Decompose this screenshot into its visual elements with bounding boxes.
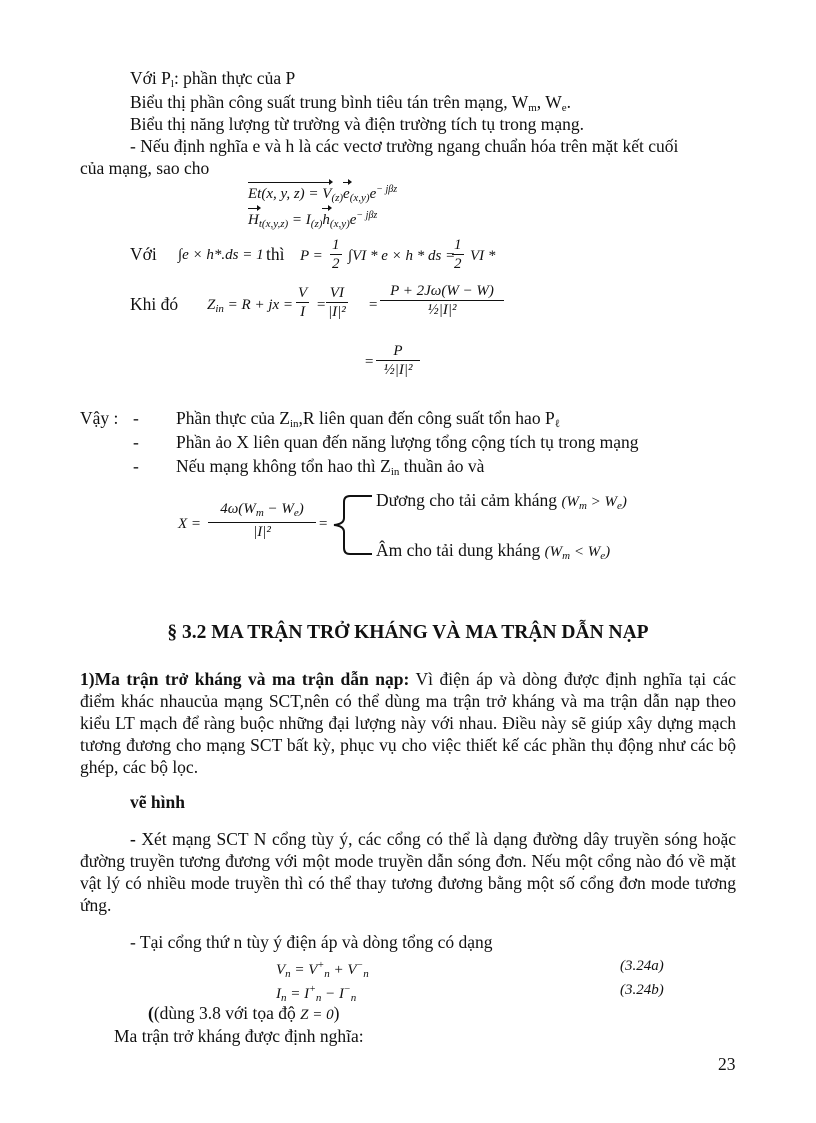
thi-label: thì bbox=[266, 244, 285, 264]
vay-label: Vậy : bbox=[80, 408, 119, 428]
khido-label: Khi đó bbox=[130, 294, 179, 314]
paragraph-n-port: - Xét mạng SCT N cổng tùy ý, các cổng có thể là dạng đường dây truyền sóng hoặc đường truyền tương đương với một mode truyền dẫn sóng đơn. Nếu một cổng nào đó về mặt vật lý có nhiều mode truyền thì có thể thay tương đương bằng một số cổng đơn mode tương ứng. bbox=[80, 829, 736, 915]
power-lhs: P = bbox=[300, 248, 323, 264]
dung-note: ((dùng 3.8 với tọa độ Z = 0) bbox=[148, 1003, 340, 1023]
fraction-p-over-i2: $\frac{P}{\text{½|I|²}}$ bbox=[376, 342, 420, 379]
power-integrand: ∫VI * e × h * ds = bbox=[348, 248, 456, 264]
fraction-vi-over-i2: $\frac{VI}{\text{|I|²}}$ bbox=[328, 285, 346, 320]
curly-brace-icon bbox=[328, 492, 376, 558]
equation-et: Et(x, y, $z) = V_{(z)}e_{(x,y)}e^{- j\beta z}$ bbox=[248, 184, 398, 204]
voi-label: Với bbox=[130, 244, 157, 264]
fraction-half-1: $\frac{1}{2}$ bbox=[332, 237, 340, 272]
fraction-power-energy: $\frac{P + 2J\omega(W - W)}{\text{½|I|²}}$ bbox=[380, 282, 504, 319]
vector-et: Et(x, y, z) = V bbox=[248, 186, 332, 202]
x-equals: = bbox=[318, 516, 329, 532]
draw-figure-note: vẽ hình bbox=[130, 792, 185, 812]
conclusion-item-3: Nếu mạng không tổn hao thì $Z_{in}$ thuần ảo và bbox=[176, 456, 485, 478]
positive-case: Dương cho tải cảm kháng $(W_m > W_e)$ bbox=[376, 490, 627, 512]
line-p3: Biểu thị năng lượng từ trường và điện trường tích tụ trong mạng. bbox=[130, 114, 585, 134]
section-heading: § 3.2 MA TRẬN TRỞ KHÁNG VÀ MA TRẬN DẪN NẠP bbox=[167, 622, 649, 643]
page-number: 23 bbox=[718, 1054, 736, 1074]
equation-tag-324b: (3.24b) bbox=[620, 982, 664, 998]
paragraph-definition: 1)Ma trận trở kháng và ma trận dẫn nạp: Vì điện áp và dòng được định nghĩa tại các điểm khác nhaucủa mạng SCT,nên có thể dùng ma trận trở kháng và ma trận dẫn nạp theo kiểu LT mạch để ràng buộc những đại lượng này với nhau. Điều này sẽ giúp xây dựng mạch tương đương cho mạng SCT bất kỳ, phục vụ cho việc thiết kế các phần thụ động như các bộ ghép, các bộ lọc. bbox=[80, 669, 736, 777]
bullet-dash: - bbox=[133, 432, 139, 452]
bullet-dash: - bbox=[133, 408, 139, 428]
line-p4: - Nếu định nghĩa e và h là các vectơ trường ngang chuẩn hóa trên mặt kết cuối bbox=[130, 136, 679, 156]
x-lhs: X = bbox=[178, 516, 202, 532]
equation-ht: $H_{t(x,y,z)} = I_{(z)}h_{(x,y)}e^{- j\beta z}$ bbox=[248, 210, 378, 230]
conclusion-item-2: Phần ảo X liên quan đến năng lượng tổng cộng tích tụ trong mạng bbox=[176, 432, 639, 452]
fraction-half-2: $\frac{1}{2}$ bbox=[454, 237, 462, 272]
bullet-dash: - bbox=[133, 456, 139, 476]
power-rhs: VI * bbox=[470, 248, 496, 264]
document-page: Với $P_l$: phần thực của P Biểu thị phần công suất trung bình tiêu tán trên mạng, $W_m$, $W_e$. Biểu thị năng lượng từ trường và điện trường tích tụ trong mạng. - Nếu định nghĩa e và h là các vectơ trường ngang chuẩn hóa trên mặt kết cuối của mạng, sao cho Et(x, y, $z) = V_{(z)}e_{(x,y)}e^{- j\beta z}$ $H_{t(x,y,z)} = I_{(z)}h_{(x,y)}e^{- j\beta z}$ Với ∫e × h*.ds = 1 thì P = $\frac{1}{2}$ ∫VI * e × h * ds = $\frac{1}{2}$ VI * Khi đó $Z_{in} = R$ + jx = $\frac{V}{I}$ = $\frac{VI}{\text{|I|²}}$ = $\frac{P + 2J\omega(W - W)}{\text{½|I|²}}$ = $\frac{P}{\text{½|I|²}}$ Vậy : - Phần thực của $Z_{in},R$ liên quan đến công suất tổn hao $P_\ell$ - Phần ảo X liên quan đến năng lượng tổng cộng tích tụ trong mạng - Nếu mạng không tổn hao thì $Z_{in}$ thuần ảo và X = $\frac{4\omega(W_m - W_e)}{\text{|I|²}}$ = Dương cho tải cảm kháng $(W_m > W_e)$ Âm cho tải dung kháng $(W_m < W_e)$ § 3.2 MA TRẬN TRỞ KHÁNG VÀ MA TRẬN DẪN NẠP 1)Ma trận trở kháng và ma trận dẫn nạp: Vì điện áp và dòng được định nghĩa tại các điểm khác nhaucủa mạng SCT,nên có thể dùng ma trận trở kháng và ma trận dẫn nạp theo kiểu LT mạch để ràng buộc những đại lượng này với nhau. Điều này sẽ giúp xây dựng mạch tương đương cho mạng SCT bất kỳ, phục vụ cho việc thiết kế các phần thụ động như các bộ ghép, các bộ lọc. vẽ hình - Xét mạng SCT N cổng tùy ý, các cổng có thể là dạng đường dây truyền sóng hoặc đường truyền tương đương với một mode truyền dẫn sóng đơn. Nếu một cổng nào đó về mặt vật lý có nhiều mode truyền thì có thể thay tương đương bằng một số cổng đơn mode tương ứng. - Tại cổng thứ n tùy ý điện áp và dòng tổng có dạng $V_n = V^+_n + V^-_n$ (3.24a) $I_n = I^+_n - I^-_n$ (3.24b) ((dùng 3.8 với tọa độ Z = 0) Ma trận trở kháng được định nghĩa: 23 bbox=[0, 0, 816, 1123]
equation-in: $I_n = I^+_n - I^-_n$ bbox=[276, 984, 357, 1004]
line-p5: của mạng, sao cho bbox=[80, 158, 210, 178]
fraction-x: $\frac{4\omega(W_m - W_e)}{\text{|I|²}}$ bbox=[208, 500, 316, 541]
impedance-matrix-definition: Ma trận trở kháng được định nghĩa: bbox=[114, 1026, 364, 1046]
paragraph-port-n: - Tại cổng thứ n tùy ý điện áp và dòng tổng có dạng bbox=[130, 932, 493, 952]
negative-case: Âm cho tải dung kháng $(W_m < W_e)$ bbox=[376, 540, 611, 562]
equation-vn: $V_n = V^+_n + V^-_n$ bbox=[276, 960, 369, 980]
normalization-integral: ∫e × h*.ds = 1 bbox=[178, 247, 264, 263]
line-p2: Biểu thị phần công suất trung bình tiêu tán trên mạng, $W_m$, $W_e$. bbox=[130, 92, 571, 114]
zin-chain: $Z_{in} = R$ + jx = bbox=[207, 297, 294, 315]
equation-tag-324a: (3.24a) bbox=[620, 958, 664, 974]
conclusion-item-1: Phần thực của $Z_{in},R$ liên quan đến công suất tổn hao $P_\ell$ bbox=[176, 408, 560, 430]
line-p1: Với $P_l$: phần thực của P bbox=[130, 68, 296, 90]
fraction-v-over-i: $\frac{V}{I}$ bbox=[298, 285, 308, 320]
